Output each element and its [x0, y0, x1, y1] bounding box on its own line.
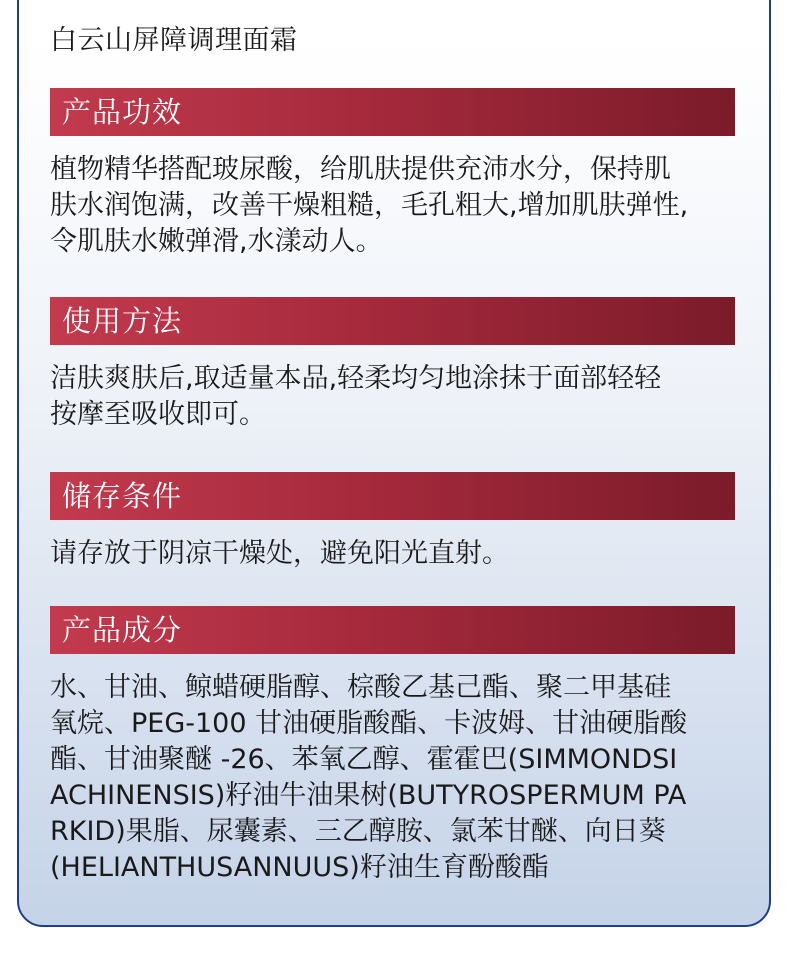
section-header-storage — [50, 472, 735, 520]
section-title: 使用方法 — [62, 304, 183, 338]
usage-text: 洁肤爽肤后,取适量本品,轻柔均匀地涂抹于面部轻轻 按摩至吸收即可。 — [50, 363, 662, 430]
section-title: 产品成分 — [62, 613, 183, 647]
section-header-usage — [50, 297, 735, 345]
section-title: 储存条件 — [62, 479, 183, 513]
product-name: 白云山屏障调理面霜 — [50, 25, 298, 56]
section-header-efficacy — [50, 88, 735, 136]
section-header-ingredients — [50, 606, 735, 654]
efficacy-text: 植物精华搭配玻尿酸，给肌肤提供充沛水分，保持肌 肤水润饱满，改善干燥粗糙，毛孔粗大,增加肌肤弹性, 令肌肤水嫩弹滑,水漾动人。 — [50, 154, 689, 257]
section-title: 产品功效 — [62, 95, 183, 129]
storage-text: 请存放于阴凉干燥处，避免阳光直射。 — [50, 538, 509, 569]
ingredients-text: 水、甘油、鲸蜡硬脂醇、棕酸乙基己酯、聚二甲基硅 氧烷、PEG-100 甘油硬脂酸酯、卡波姆、甘油硬脂酸 酯、甘油聚醚 -26、苯氧乙醇、霍霍巴(SIMMONDSI ACHINENSIS)籽油牛油果树(BUTYROSPERMUM PA RKID)果脂、尿囊素、三乙醇胺、氯苯甘醚、向日葵 (HELIANTHUSANNUUS)籽油生育酚酸酯 — [50, 672, 688, 883]
